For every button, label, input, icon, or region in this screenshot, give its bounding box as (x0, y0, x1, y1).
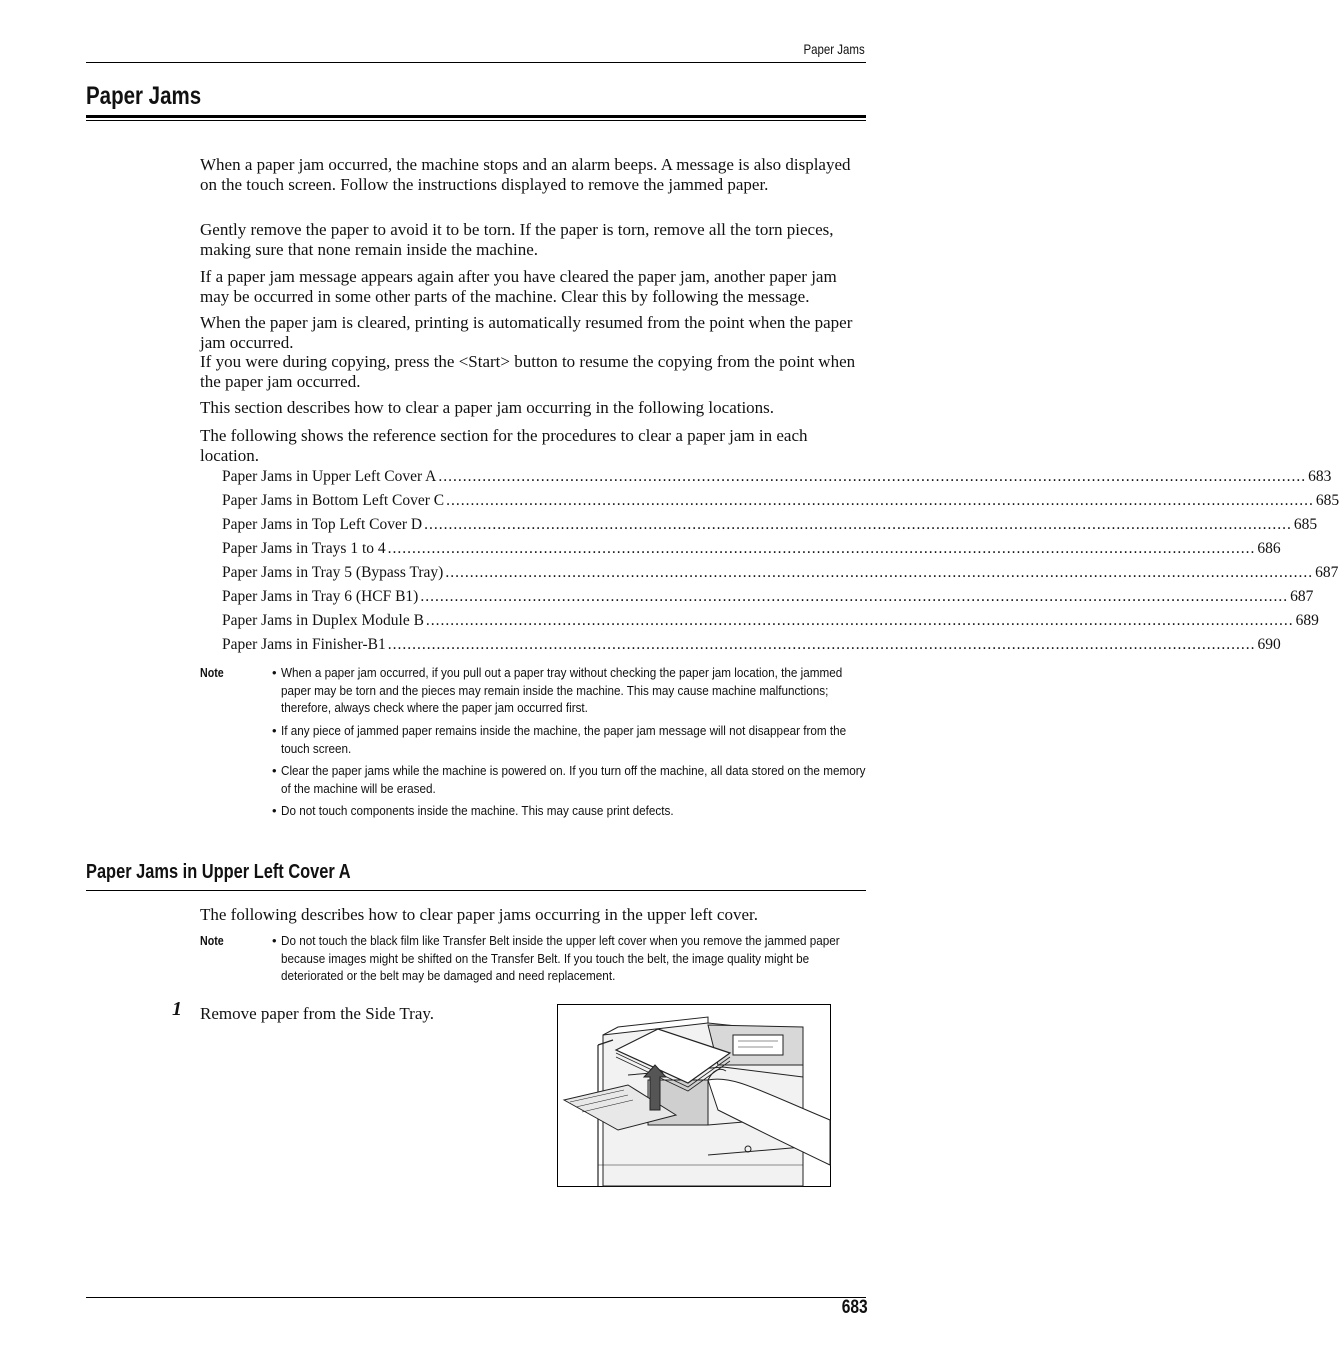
toc-link-top-left-cover-d[interactable]: Paper Jams in Top Left Cover D .................................................................................................................................................................................. 685 (222, 516, 1318, 533)
section-title: Paper Jams in Upper Left Cover A (86, 861, 351, 883)
note-item: • Clear the paper jams while the machine is powered on. If you turn off the machine, all data stored on the memory of the machine will be erased. (272, 763, 866, 796)
toc-link-trays-1-to-4[interactable]: Paper Jams in Trays 1 to 4 .................................................................................................................................................................................. 686 (222, 540, 1281, 557)
footer-rule (86, 1297, 866, 1298)
page-number: 683 (842, 1297, 868, 1318)
intro-paragraph-6: The following shows the reference section for the procedures to clear a paper jam in each location. (200, 426, 808, 465)
intro-paragraph-4b: If you were during copying, press the <Start> button to resume the copying from the point when the paper jam occurred. (200, 352, 856, 391)
header-rule (86, 62, 866, 63)
note-label: Note (200, 665, 224, 680)
note-item: • If any piece of jammed paper remains inside the machine, the paper jam message will not disappear from the touch screen. (272, 723, 847, 756)
intro-paragraph-2: Gently remove the paper to avoid it to be torn. If the paper is torn, remove all the torn pieces, making sure that none remain inside the machine. (200, 220, 834, 259)
section-rule (86, 890, 866, 891)
toc-link-upper-left-cover-a[interactable]: Paper Jams in Upper Left Cover A .................................................................................................................................................................................. 683 (222, 468, 1332, 485)
note-item: • Do not touch components inside the machine. This may cause print defects. (272, 803, 674, 818)
intro-paragraph-3: If a paper jam message appears again after you have cleared the paper jam, another paper jam may be occurred in some other parts of the machine. Clear this by following the message. (200, 267, 837, 306)
note-item: • When a paper jam occurred, if you pull out a paper tray without checking the paper jam location, the jammed paper may be torn and the pieces may remain inside the machine. This may cause machine malfunctions; therefore, always check where the paper jam occurred first. (272, 665, 843, 715)
note-label: Note (200, 933, 224, 948)
toc-link-bottom-left-cover-c[interactable]: Paper Jams in Bottom Left Cover C .................................................................................................................................................................................. 685 (222, 492, 1339, 509)
intro-paragraph-1: When a paper jam occurred, the machine stops and an alarm beeps. A message is also displayed on the touch screen. Follow the instructions displayed to remove the jammed paper. (200, 155, 851, 194)
running-header: Paper Jams (803, 41, 865, 57)
printer-illustration (557, 1004, 831, 1187)
title-rule-thin (86, 120, 866, 121)
step-text: Remove paper from the Side Tray. (200, 1004, 435, 1023)
page-title: Paper Jams (86, 82, 202, 110)
note-item: • Do not touch the black film like Transfer Belt inside the upper left cover when you remove the jammed paper because images might be shifted on the Transfer Belt. If you touch the belt, the image quality might be deteriorated or the belt may be damaged and need replacement. (272, 933, 840, 983)
toc-link-tray-5[interactable]: Paper Jams in Tray 5 (Bypass Tray) .................................................................................................................................................................................. 687 (222, 564, 1339, 581)
intro-paragraph-4a: When the paper jam is cleared, printing is automatically resumed from the point when the paper jam occurred. (200, 313, 853, 352)
toc-link-finisher-b1[interactable]: Paper Jams in Finisher-B1 .................................................................................................................................................................................. 690 (222, 636, 1281, 653)
step-number: 1 (172, 998, 182, 1020)
toc-link-duplex-module-b[interactable]: Paper Jams in Duplex Module B .................................................................................................................................................................................. 689 (222, 612, 1319, 629)
toc-link-tray-6[interactable]: Paper Jams in Tray 6 (HCF B1) .................................................................................................................................................................................. 687 (222, 588, 1314, 605)
title-rule-thick (86, 115, 866, 118)
section-intro: The following describes how to clear paper jams occurring in the upper left cover. (200, 905, 758, 924)
intro-paragraph-5: This section describes how to clear a paper jam occurring in the following locations. (200, 398, 775, 417)
